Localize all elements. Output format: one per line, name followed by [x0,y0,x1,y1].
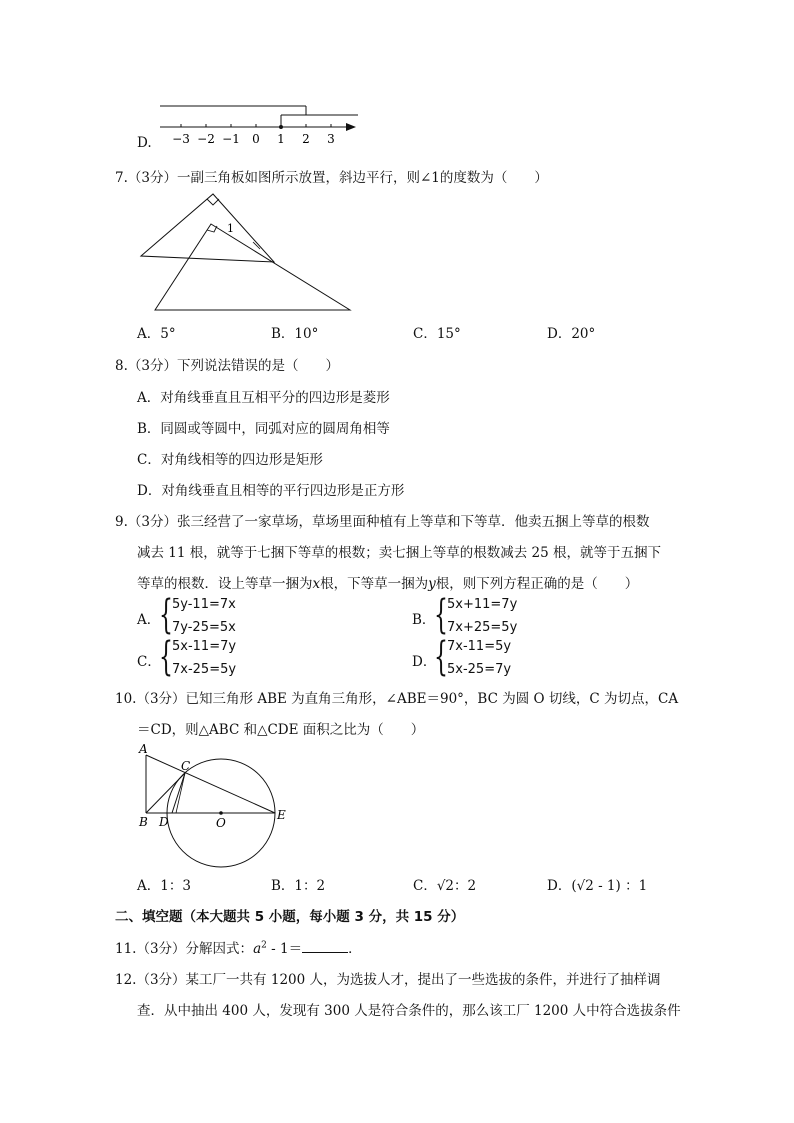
q8-option-b[interactable]: B．同圆或等圆中，同弧对应的圆周角相等 [137,421,390,437]
q10-stem-line1: 10.（3分）已知三角形 ABE 为直角三角形，∠ABE＝90°，BC 为圆 O 切线，C 为切点，CA [115,691,679,707]
q10-label-c: C [181,759,191,773]
q8-option-c[interactable]: C．对角线相等的四边形是矩形 [137,452,323,468]
numberline-tick-label: 3 [327,132,335,146]
q10-label-a: A [139,742,148,756]
q6-number-line [160,100,365,150]
q9-option-d[interactable]: D． { 7x-11=5y 5x-25=7y [412,634,512,680]
q10-label-e: E [277,808,286,822]
q6-option-d-label: D. [137,135,152,151]
q7-options [0,322,794,340]
q9-stem-line3: 等草的根数．设上等草一捆为x根，下等草一捆为y根，则下列方程正确的是（ ） [137,576,639,592]
q10-option-b[interactable]: B．1：2 [271,878,326,894]
q10-label-d: D [159,815,169,829]
numberline-tick-label: 0 [252,132,260,146]
q11-answer-blank[interactable] [302,940,348,953]
q12-stem-line2: 查．从中抽出 400 人，发现有 300 人是符合条件的，那么该工厂 1200 人中符合选拔条件 [137,1003,681,1019]
q7-option-c[interactable]: C．15° [413,326,461,342]
q7-option-a[interactable]: A．5° [137,326,176,342]
q12-stem-line1: 12.（3分）某工厂一共有 1200 人，为选拔人才，提出了一些选拔的条件，并进行了抽样调 [115,972,661,988]
q7-stem: 7.（3分）一副三角板如图所示放置，斜边平行，则∠1的度数为（ ） [115,170,548,186]
q10-circle-figure [135,738,295,868]
q10-option-d[interactable]: D．(√2 - 1) ：1 [547,878,648,894]
q11-stem: 11.（3分）分解因式：$a^2 - 1=$ ． [115,940,362,957]
q7-angle-label: 1 [227,222,234,235]
q9-stem-line1: 9.（3分）张三经营了一家草场，草场里面种植有上等草和下等草．他卖五捆上等草的根数 [115,514,650,530]
q8-stem: 8.（3分）下列说法错误的是（ ） [115,358,339,374]
q10-option-a[interactable]: A．1：3 [137,878,191,894]
q10-label-b: B [139,815,148,829]
q9-stem-line2: 减去 11 根，就等于七捆下等草的根数；卖七捆上等草的根数减去 25 根，就等于五捆下 [137,545,662,561]
q8-option-a[interactable]: A．对角线垂直且互相平分的四边形是菱形 [137,390,390,406]
q10-options [0,874,794,892]
q9-option-a[interactable]: A． { 5y-11=7x 7y-25=5x [137,592,236,638]
numberline-tick-label: −2 [197,132,215,146]
numberline-tick-label: −3 [172,132,190,146]
q9-option-c[interactable]: C． { 5x-11=7y 7x-25=5y [137,634,237,680]
q7-option-b[interactable]: B．10° [271,326,319,342]
numberline-tick-label: 2 [302,132,310,146]
q9-option-b[interactable]: B． { 5x+11=7y 7x+25=5y [412,592,518,638]
numberline-tick-label: −1 [222,132,240,146]
section-2-title: 二、填空题（本大题共 5 小题，每小题 3 分，共 15 分） [115,909,465,925]
q10-stem-line2: ＝CD，则△ABC 和△CDE 面积之比为（ ） [137,722,425,738]
q7-triangle-figure [135,188,360,316]
q7-option-d[interactable]: D．20° [547,326,596,342]
q8-option-d[interactable]: D．对角线垂直且相等的平行四边形是正方形 [137,483,405,499]
q10-option-c[interactable]: C．√2：2 [413,878,477,894]
q10-label-o: O [216,816,226,830]
numberline-tick-label: 1 [277,132,285,146]
